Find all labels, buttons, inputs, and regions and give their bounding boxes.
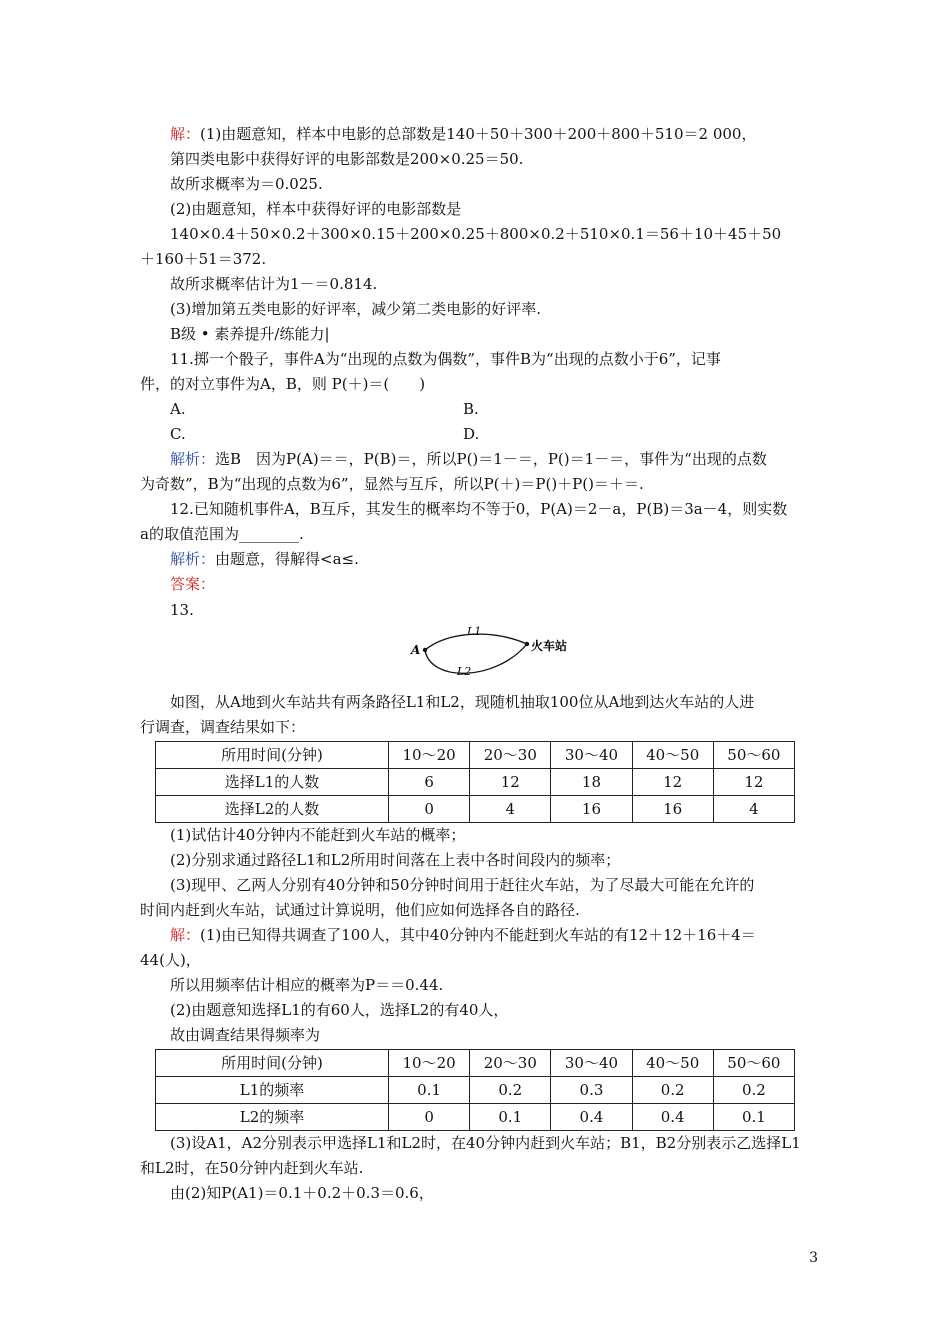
q10-solution-line-5: 140×0.4＋50×0.2＋300×0.15＋200×0.25＋800×0.2＋510×0.1＝56＋10＋45＋50 [170,225,782,243]
path-l1-label: L1 [467,625,482,638]
table-cell: 10～20 [389,742,470,769]
q13-solution-line-4: (2)由题意知选择L1的有60人，选择L2的有40人， [170,1001,509,1019]
q12-line-2: a的取值范围为________. [140,525,304,543]
q10-solution-line-6: ＋160＋51＝372. [140,250,267,268]
table-cell: 0.2 [470,1077,551,1104]
table-header-row [156,1050,795,1077]
solution-label: 解： [170,926,201,944]
table-cell: 0.4 [632,1104,713,1131]
section-heading: B级 • 素养提升/练能力| [170,325,330,343]
q11-option-c: C. [170,425,186,443]
table-header-row [156,742,795,769]
table-cell: 12 [470,769,551,796]
q12-line-1: 12.已知随机事件A，B互斥，其发生的概率均不等于0，P(A)＝2－a，P(B)＝3a－4，则实数 [170,500,788,518]
table-cell: 所用时间(分钟) [156,742,389,769]
table-cell: 12 [632,769,713,796]
solution-label: 解： [170,125,201,143]
table-cell: 0.1 [389,1077,470,1104]
q13-part-3-line-1: (3)现甲、乙两人分别有40分钟和50分钟时间用于赶往火车站，为了尽最大可能在允许的 [170,876,755,894]
table-cell: 所用时间(分钟) [156,1050,389,1077]
table-cell: L1的频率 [156,1077,389,1104]
answer-label: 答案： [170,575,216,593]
table-cell: 0.2 [713,1077,794,1104]
q11-option-b: B. [463,400,479,418]
q11-option-a: A. [170,400,186,418]
analysis-label: 解析： [170,550,216,568]
q11-line-1: 11.掷一个骰子，事件A为“出现的点数为偶数”，事件B为“出现的点数小于6”，记事 [170,350,721,368]
table-cell: 6 [389,769,470,796]
q10-solution-line-8: (3)增加第五类电影的好评率，减少第二类电影的好评率. [170,300,542,318]
point-a-dot [423,648,427,652]
page-number: 3 [809,1250,818,1266]
table-cell: 0 [389,796,470,823]
table-cell: 18 [551,769,632,796]
table-cell: 10～20 [389,1050,470,1077]
table-cell: 40～50 [632,742,713,769]
q11-analysis-line-2: 为奇数”，B为“出现的点数为6”，显然与互斥，所以P(＋)＝P()＋P()＝＋＝. [140,475,644,493]
q13-line-2: 行调查，调查结果如下： [140,718,306,736]
route-diagram [405,620,580,690]
q10-solution-line-4: (2)由题意知，样本中获得好评的电影部数是 [170,200,462,218]
table-cell: 16 [632,796,713,823]
table-cell: 选择L1的人数 [156,769,389,796]
q13-line-1: 如图，从A地到火车站共有两条路径L1和L2，现随机抽取100位从A地到达火车站的人进 [170,693,755,711]
q13-part-3-line-2: 时间内赶到火车站，试通过计算说明，他们应如何选择各自的路径. [140,901,580,919]
q13-solution-line-8: 由(2)知P(A1)＝0.1＋0.2＋0.3＝0.6， [170,1184,434,1202]
q13-solution-line-1: 解：(1)由已知得共调查了100人，其中40分钟内不能赶到火车站的有12＋12＋16＋4＝ [170,926,756,944]
table-cell: 30～40 [551,1050,632,1077]
q13-solution-line-2: 44(人)， [140,951,201,969]
q11-option-d: D. [463,425,480,443]
q12-analysis-line: 解析：由题意，得解得<a≤. [170,550,359,568]
survey-table [155,741,795,823]
table-cell: 4 [713,796,794,823]
table-cell: 12 [713,769,794,796]
table-row [156,1077,795,1104]
table-cell: L2的频率 [156,1104,389,1131]
q10-solution-line-7: 故所求概率估计为1－＝0.814. [170,275,378,293]
analysis-label: 解析： [170,450,216,468]
table-row [156,769,795,796]
table-cell: 16 [551,796,632,823]
path-l2-curve [425,644,527,673]
q13-solution-line-3: 所以用频率估计相应的概率为P＝＝0.44. [170,976,444,994]
path-l2-label: L2 [457,665,472,678]
table-cell: 20～30 [470,742,551,769]
table-row [156,1104,795,1131]
table-cell: 20～30 [470,1050,551,1077]
station-label: 火车站 [531,639,568,653]
table-cell: 4 [470,796,551,823]
q13-part-1: (1)试估计40分钟内不能赶到火车站的概率； [170,826,466,844]
table-cell: 0.1 [713,1104,794,1131]
q11-line-2: 件，的对立事件为A，B，则 P(＋)＝( ) [140,375,426,393]
q11-analysis-line-1: 解析：选B 因为P(A)＝＝，P(B)＝，所以P()＝1－＝，P()＝1－＝，事件为“出现的点数 [170,450,767,468]
table-cell: 0.2 [632,1077,713,1104]
q10-solution-line-2: 第四类电影中获得好评的电影部数是200×0.25＝50. [170,150,524,168]
table-cell: 0 [389,1104,470,1131]
q13-part-2: (2)分别求通过路径L1和L2所用时间落在上表中各时间段内的频率； [170,851,621,869]
table-cell: 50～60 [713,1050,794,1077]
table-cell: 0.1 [470,1104,551,1131]
q10-solution-line-1: 解：(1)由题意知，样本中电影的总部数是140＋50＋300＋200＋800＋510＝2 000， [170,125,757,143]
table-cell: 30～40 [551,742,632,769]
q13-number: 13. [170,601,194,619]
station-dot [525,642,529,646]
table-cell: 40～50 [632,1050,713,1077]
q13-solution-line-7: 和L2时，在50分钟内赶到火车站. [140,1159,364,1177]
table-row [156,796,795,823]
q10-solution-line-3: 故所求概率为＝0.025. [170,175,323,193]
table-cell: 0.4 [551,1104,632,1131]
table-cell: 50～60 [713,742,794,769]
table-cell: 0.3 [551,1077,632,1104]
frequency-table [155,1049,795,1131]
table-cell: 选择L2的人数 [156,796,389,823]
q13-solution-line-6: (3)设A1，A2分别表示甲选择L1和L2时，在40分钟内赶到火车站；B1，B2分别表示乙选择L1 [170,1134,801,1152]
q13-solution-line-5: 故由调查结果得频率为 [170,1026,321,1044]
point-a-label: A [411,643,421,657]
